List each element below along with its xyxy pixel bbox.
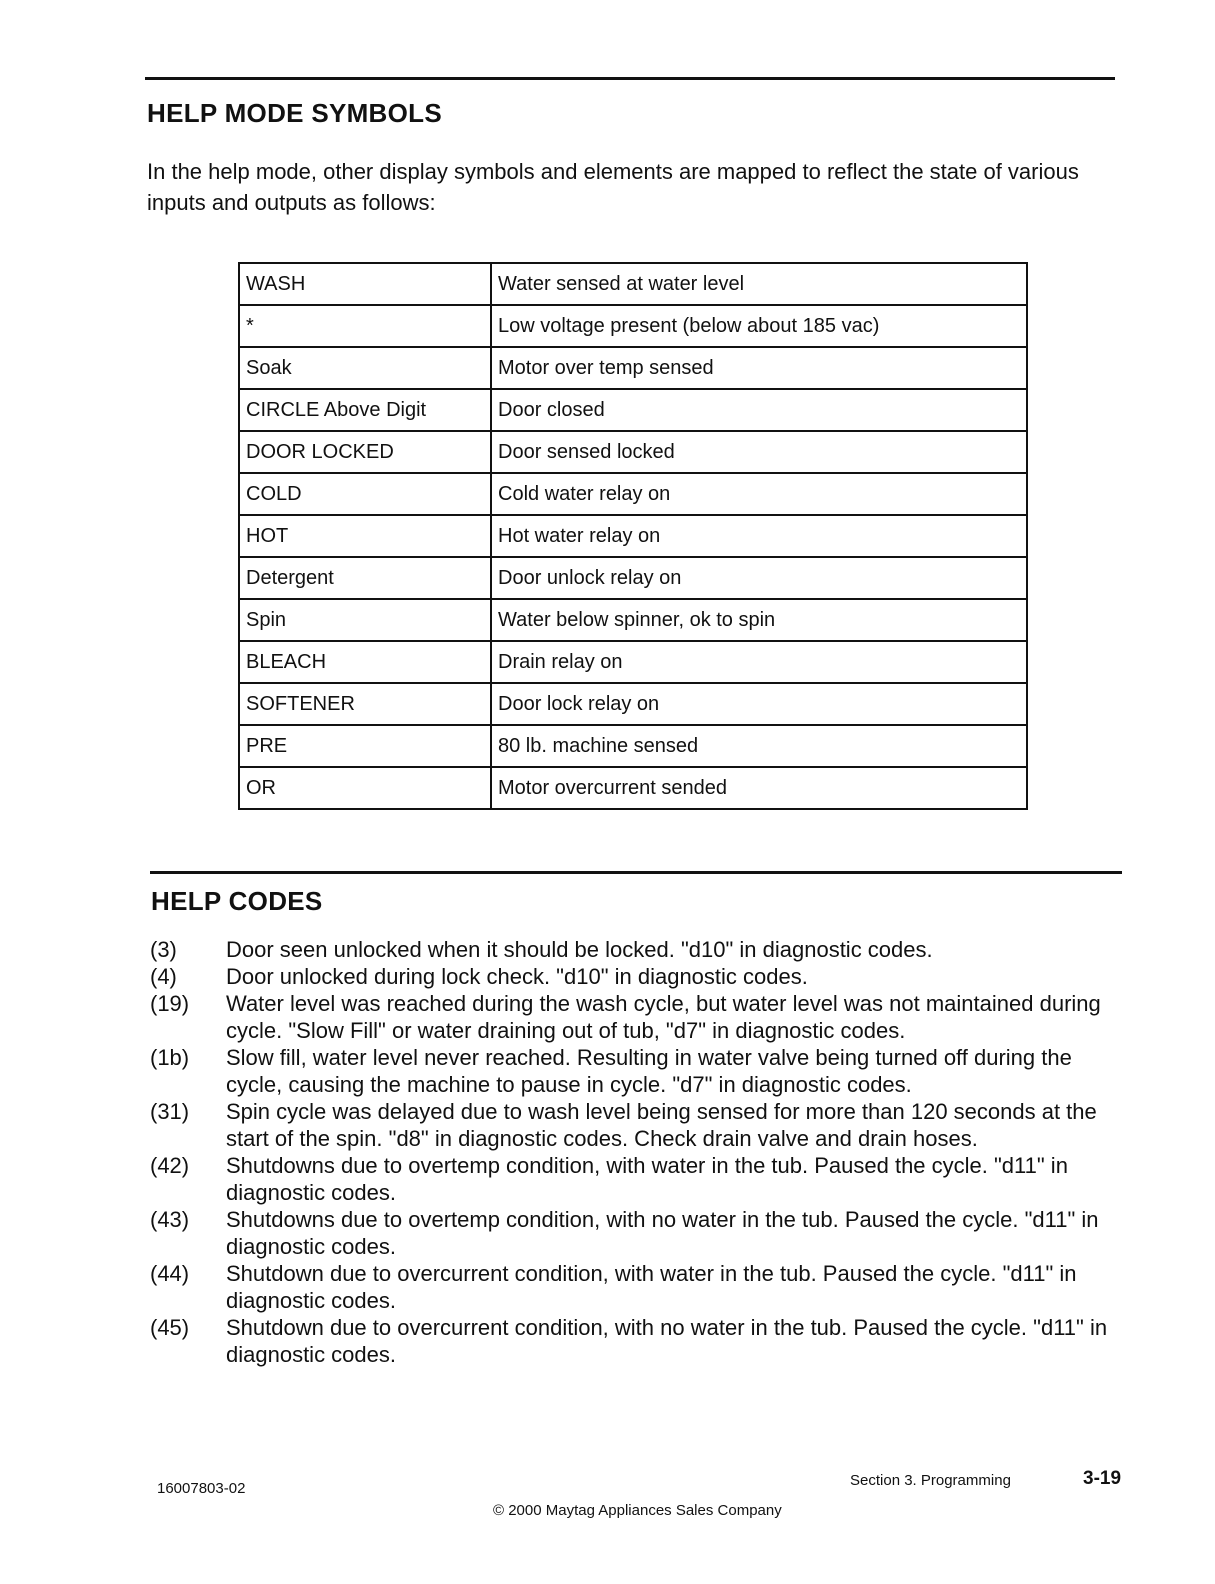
code-description: Shutdown due to overcurrent condition, with no water in the tub. Paused the cycle. "d11" in diagnostic codes.	[226, 1315, 1108, 1367]
code-description: Slow fill, water level never reached. Resulting in water valve being turned off during the cycle, causing the machine to pause in cycle. "d7" in diagnostic codes.	[226, 1045, 1072, 1097]
meaning-cell: Water sensed at water level	[491, 263, 1027, 305]
help-code-item	[150, 1152, 1130, 1206]
help-code-item	[150, 1260, 1130, 1314]
table-row	[239, 431, 1027, 473]
symbol-cell: DOOR LOCKED	[239, 431, 491, 473]
table-row	[239, 347, 1027, 389]
symbol-cell: SOFTENER	[239, 683, 491, 725]
code-description: Shutdowns due to overtemp condition, with no water in the tub. Paused the cycle. "d11" in diagnostic codes.	[226, 1207, 1099, 1259]
meaning-cell: Door lock relay on	[491, 683, 1027, 725]
code-description: Shutdowns due to overtemp condition, with water in the tub. Paused the cycle. "d11" in diagnostic codes.	[226, 1153, 1068, 1205]
table-row	[239, 683, 1027, 725]
meaning-cell: Door unlock relay on	[491, 557, 1027, 599]
symbol-cell: Detergent	[239, 557, 491, 599]
help-code-item	[150, 1098, 1130, 1152]
meaning-cell: Low voltage present (below about 185 vac)	[491, 305, 1027, 347]
help-code-item	[150, 1314, 1130, 1368]
table-row	[239, 557, 1027, 599]
code-description: Water level was reached during the wash cycle, but water level was not maintained during cycle. "Slow Fill" or water draining out of tub, "d7" in diagnostic codes.	[226, 991, 1101, 1043]
copyright: © 2000 Maytag Appliances Sales Company	[493, 1502, 782, 1519]
table-row	[239, 767, 1027, 809]
meaning-cell: Cold water relay on	[491, 473, 1027, 515]
help-code-item	[150, 936, 1130, 963]
help-code-item	[150, 1044, 1130, 1098]
meaning-cell: Door sensed locked	[491, 431, 1027, 473]
code-number: (44)	[150, 1261, 190, 1286]
symbol-cell: WASH	[239, 263, 491, 305]
section-rule	[150, 871, 1122, 874]
symbol-cell: PRE	[239, 725, 491, 767]
help-code-item	[150, 1206, 1130, 1260]
symbol-cell: *	[239, 305, 491, 347]
symbol-cell: BLEACH	[239, 641, 491, 683]
help-code-item	[150, 990, 1130, 1044]
table-row	[239, 641, 1027, 683]
meaning-cell: Door closed	[491, 389, 1027, 431]
table-row	[239, 305, 1027, 347]
doc-number: 16007803-02	[157, 1480, 246, 1497]
help-codes-list	[150, 936, 1130, 1368]
table-row	[239, 599, 1027, 641]
meaning-cell: Motor over temp sensed	[491, 347, 1027, 389]
symbol-cell: Spin	[239, 599, 491, 641]
code-number: (1b)	[150, 1045, 190, 1070]
section-label: Section 3. Programming	[850, 1472, 1011, 1489]
symbols-table	[238, 262, 1028, 810]
section-title-help-mode-symbols: HELP MODE SYMBOLS	[147, 98, 442, 128]
code-description: Door unlocked during lock check. "d10" in diagnostic codes.	[226, 964, 808, 989]
code-number: (42)	[150, 1153, 190, 1178]
intro-paragraph: In the help mode, other display symbols and elements are mapped to reflect the state of various inputs and outputs as follows:	[147, 159, 1079, 215]
meaning-cell: Drain relay on	[491, 641, 1027, 683]
top-rule	[145, 77, 1115, 80]
table-row	[239, 515, 1027, 557]
code-description: Shutdown due to overcurrent condition, with water in the tub. Paused the cycle. "d11" in diagnostic codes.	[226, 1261, 1077, 1313]
code-description: Door seen unlocked when it should be locked. "d10" in diagnostic codes.	[226, 937, 933, 962]
code-number: (31)	[150, 1099, 190, 1124]
symbol-cell: CIRCLE Above Digit	[239, 389, 491, 431]
symbol-cell: Soak	[239, 347, 491, 389]
code-description: Spin cycle was delayed due to wash level being sensed for more than 120 seconds at the start of the spin. "d8" in diagnostic codes. Check drain valve and drain hoses.	[226, 1099, 1097, 1151]
meaning-cell: Hot water relay on	[491, 515, 1027, 557]
meaning-cell: 80 lb. machine sensed	[491, 725, 1027, 767]
page-number: 3-19	[1083, 1468, 1122, 1489]
table-row	[239, 389, 1027, 431]
code-number: (45)	[150, 1315, 190, 1340]
table-row	[239, 473, 1027, 515]
code-number: (19)	[150, 991, 190, 1016]
symbol-cell: OR	[239, 767, 491, 809]
meaning-cell: Water below spinner, ok to spin	[491, 599, 1027, 641]
section-title-help-codes: HELP CODES	[151, 886, 323, 916]
code-number: (4)	[150, 964, 177, 989]
code-number: (3)	[150, 937, 177, 962]
symbol-cell: COLD	[239, 473, 491, 515]
help-code-item	[150, 963, 1130, 990]
table-row	[239, 263, 1027, 305]
symbol-cell: HOT	[239, 515, 491, 557]
table-row	[239, 725, 1027, 767]
code-number: (43)	[150, 1207, 190, 1232]
meaning-cell: Motor overcurrent sended	[491, 767, 1027, 809]
